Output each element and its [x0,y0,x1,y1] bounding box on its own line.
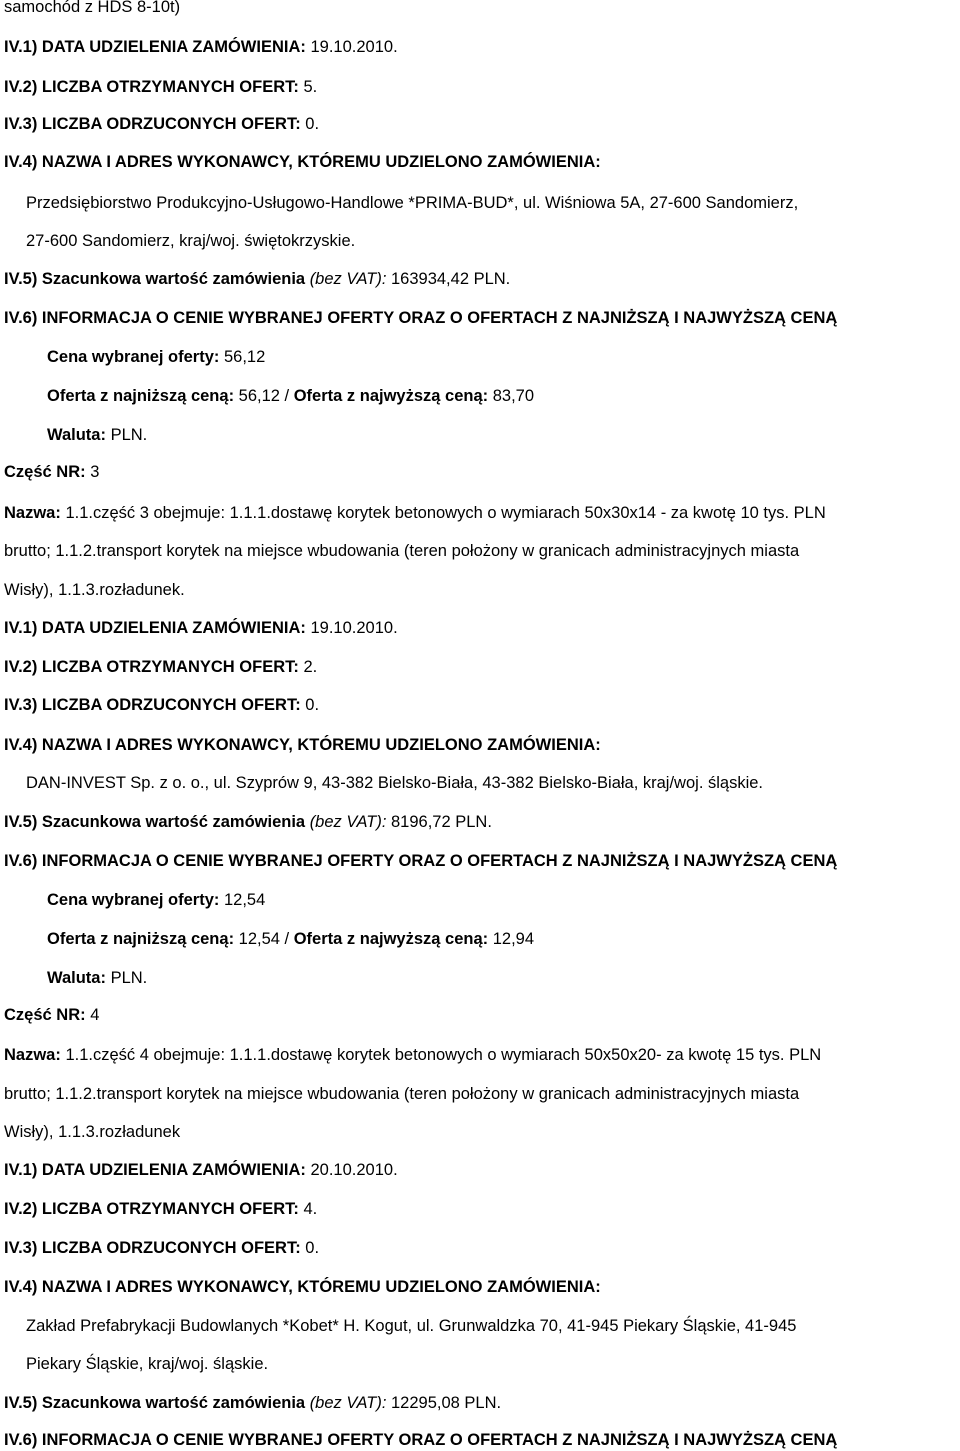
estimated-value: IV.5) Szacunkowa wartość zamówienia (bez VAT): 8196,72 PLN. [4,813,492,831]
estimated-value: IV.5) Szacunkowa wartość zamówienia (bez VAT): 12295,08 PLN. [4,1394,502,1412]
offers-rejected [4,114,319,134]
part-number: Część NR: 3 [4,463,100,481]
offers-received [4,77,317,97]
part-name: Nazwa: 1.1.część 4 obejmuje: 1.1.1.dostawę korytek betonowych o wymiarach 50x50x20- za kwotę 15 tys. PLN [4,1046,822,1064]
currency: Waluta: PLN. [47,969,148,987]
part-name: Nazwa: 1.1.część 3 obejmuje: 1.1.1.dostawę korytek betonowych o wymiarach 50x30x14 - za kwotę 10 tys. PLN [4,504,826,522]
part-name-cont: Wisły), 1.1.3.rozładunek [4,1123,181,1141]
offers-received: IV.2) LICZBA OTRZYMANYCH OFERT: 2. [4,658,318,676]
award-date: IV.1) DATA UDZIELENIA ZAMÓWIENIA: 19.10.2010. [4,619,398,637]
offers-rejected: IV.3) LICZBA ODRZUCONYCH OFERT: 0. [4,696,320,714]
currency: Waluta: PLN. [47,426,148,444]
text-line: samochód z HDS 8-10t) [4,0,181,16]
offers-rejected-value: 0. [305,115,320,133]
award-date-label: IV.1) DATA UDZIELENIA ZAMÓWIENIA: [4,38,306,56]
price-info-heading: IV.6) INFORMACJA O CENIE WYBRANEJ OFERTY ORAZ O OFERTACH Z NAJNIŻSZĄ I NAJWYŻSZĄ CENĄ [4,852,838,870]
offers-rejected: IV.3) LICZBA ODRZUCONYCH OFERT: 0. [4,1239,320,1257]
part-name-cont: Wisły), 1.1.3.rozładunek. [4,581,185,599]
contractor-address: Piekary Śląskie, kraj/woj. śląskie. [26,1355,269,1373]
contractor-address: Przedsiębiorstwo Produkcyjno-Usługowo-Handlowe *PRIMA-BUD*, ul. Wiśniowa 5A, 27-600 Sandomierz, [26,194,799,212]
price-info-heading: IV.6) INFORMACJA O CENIE WYBRANEJ OFERTY ORAZ O OFERTACH Z NAJNIŻSZĄ I NAJWYŻSZĄ CENĄ [4,1431,838,1449]
contractor-address: 27-600 Sandomierz, kraj/woj. świętokrzyskie. [26,232,356,250]
contractor-heading: IV.4) NAZWA I ADRES WYKONAWCY, KTÓREMU UDZIELONO ZAMÓWIENIA: [4,153,601,171]
estimated-value: IV.5) Szacunkowa wartość zamówienia (bez VAT): 163934,42 PLN. [4,270,511,288]
lowest-highest-offer: Oferta z najniższą ceną: 12,54 / Oferta z najwyższą ceną: 12,94 [47,930,535,948]
offers-received: IV.2) LICZBA OTRZYMANYCH OFERT: 4. [4,1200,318,1218]
contractor-address: DAN-INVEST Sp. z o. o., ul. Szyprów 9, 43-382 Bielsko-Biała, 43-382 Bielsko-Biała, kraj/woj. śląskie. [26,774,764,792]
part-name-cont: brutto; 1.1.2.transport korytek na miejsce wbudowania (teren położony w granicach administracyjnych miasta [4,542,800,560]
contractor-heading: IV.4) NAZWA I ADRES WYKONAWCY, KTÓREMU UDZIELONO ZAMÓWIENIA: [4,736,601,754]
contractor-address: Zakład Prefabrykacji Budowlanych *Kobet* H. Kogut, ul. Grunwaldzka 70, 41-945 Piekary Śląskie, 41-945 [26,1317,797,1335]
price-info-heading: IV.6) INFORMACJA O CENIE WYBRANEJ OFERTY ORAZ O OFERTACH Z NAJNIŻSZĄ I NAJWYŻSZĄ CENĄ [4,309,838,327]
award-date [4,37,398,57]
award-date-value: 19.10.2010. [310,38,398,56]
award-date: IV.1) DATA UDZIELENIA ZAMÓWIENIA: 20.10.2010. [4,1161,398,1179]
estimated-value-amount: 163934,42 PLN. [391,270,511,288]
lowest-highest-offer: Oferta z najniższą ceną: 56,12 / Oferta z najwyższą ceną: 83,70 [47,387,535,405]
contractor-heading: IV.4) NAZWA I ADRES WYKONAWCY, KTÓREMU UDZIELONO ZAMÓWIENIA: [4,1278,601,1296]
offers-received-label: IV.2) LICZBA OTRZYMANYCH OFERT: [4,78,299,96]
offers-received-value: 5. [303,78,318,96]
part-number: Część NR: 4 [4,1006,100,1024]
selected-offer-price: Cena wybranej oferty: 12,54 [47,891,266,909]
part-name-cont: brutto; 1.1.2.transport korytek na miejsce wbudowania (teren położony w granicach administracyjnych miasta [4,1085,800,1103]
offers-rejected-label: IV.3) LICZBA ODRZUCONYCH OFERT: [4,115,301,133]
selected-offer-price: Cena wybranej oferty: 56,12 [47,348,266,366]
